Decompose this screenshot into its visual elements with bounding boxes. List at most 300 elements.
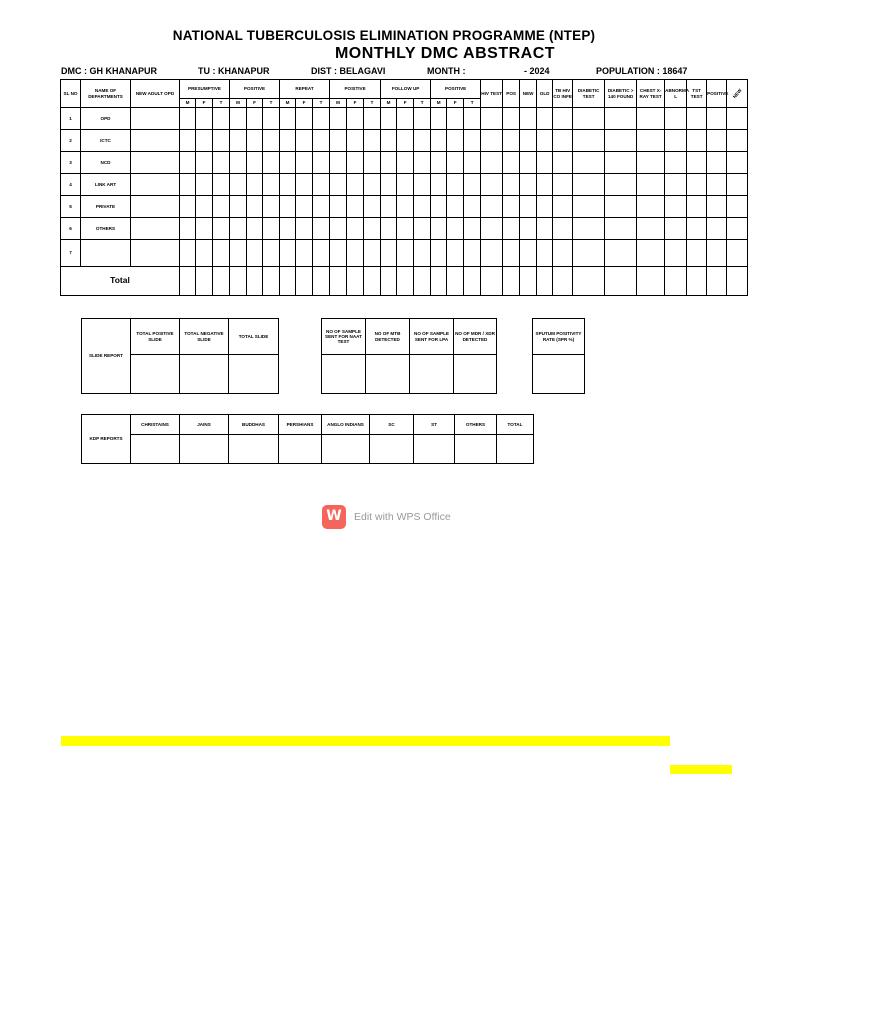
data-cell [665, 152, 687, 174]
data-cell [263, 152, 280, 174]
data-cell [230, 218, 247, 240]
data-cell [687, 152, 707, 174]
data-cell [414, 130, 431, 152]
data-cell [131, 196, 180, 218]
table-row [61, 130, 748, 152]
data-cell [665, 196, 687, 218]
data-cell [537, 218, 553, 240]
data-cell [364, 218, 381, 240]
data-cell [537, 130, 553, 152]
data-cell [503, 174, 520, 196]
follow-up-header: FOLLOW UP [381, 80, 431, 99]
data-cell [381, 174, 397, 196]
data-cell [414, 174, 431, 196]
data-cell [313, 196, 330, 218]
data-cell [313, 240, 330, 267]
data-cell [481, 174, 503, 196]
data-cell [573, 108, 605, 130]
data-cell [280, 196, 296, 218]
data-cell [481, 108, 503, 130]
data-cell [131, 174, 180, 196]
data-cell [414, 240, 431, 267]
sub-f: F [447, 99, 464, 108]
kdp-column-header: SC [370, 415, 414, 435]
data-cell [213, 196, 230, 218]
wps-logo-icon: W [322, 505, 346, 529]
data-cell [364, 152, 381, 174]
data-cell [727, 108, 748, 130]
data-cell [381, 196, 397, 218]
wps-watermark[interactable] [322, 505, 451, 529]
data-cell [414, 196, 431, 218]
data-cell [553, 196, 573, 218]
sub-t: T [464, 99, 481, 108]
data-cell [520, 240, 537, 267]
kdp-column-header: TOTAL [497, 415, 534, 435]
total-label: Total [110, 274, 130, 285]
data-cell [330, 218, 347, 240]
sl-no-header: SL NO [61, 80, 81, 108]
monthly-abstract-table [60, 79, 748, 296]
wps-watermark-text: Edit with WPS Office [354, 511, 451, 523]
data-cell [263, 108, 280, 130]
table-row [61, 174, 748, 196]
data-cell [230, 152, 247, 174]
data-cell [707, 196, 727, 218]
data-cell [414, 218, 431, 240]
data-cell [230, 196, 247, 218]
data-cell [381, 130, 397, 152]
data-cell [263, 174, 280, 196]
data-cell [537, 152, 553, 174]
data-cell [230, 240, 247, 267]
data-cell [447, 130, 464, 152]
data-cell [520, 108, 537, 130]
data-cell [247, 240, 263, 267]
data-cell [727, 174, 748, 196]
table-row [61, 152, 748, 174]
data-cell [381, 108, 397, 130]
data-cell [213, 152, 230, 174]
data-cell [313, 130, 330, 152]
data-cell [707, 108, 727, 130]
data-cell [296, 196, 313, 218]
sub-t: T [364, 99, 381, 108]
kdp-report-table [81, 414, 534, 464]
row-sl-no: 7 [61, 240, 81, 267]
row-sl-no: 3 [61, 152, 81, 174]
pos-header: POS [503, 80, 520, 108]
data-cell [605, 218, 637, 240]
data-cell [520, 130, 537, 152]
data-cell [330, 130, 347, 152]
data-cell [537, 174, 553, 196]
data-cell [447, 218, 464, 240]
sputum-table [532, 318, 585, 394]
data-cell [503, 152, 520, 174]
data-cell [296, 174, 313, 196]
data-cell [397, 196, 414, 218]
sub-m: M [381, 99, 397, 108]
sub-m: M [431, 99, 447, 108]
data-cell [447, 152, 464, 174]
row-sl-no: 2 [61, 130, 81, 152]
data-cell [447, 240, 464, 267]
data-cell [637, 218, 665, 240]
data-cell [605, 174, 637, 196]
data-cell [263, 130, 280, 152]
tb-hiv-header: TB HIV CO INFE [553, 80, 573, 108]
data-cell [330, 174, 347, 196]
data-cell [196, 240, 213, 267]
row-department: PRIVATE [81, 196, 131, 218]
data-cell [665, 240, 687, 267]
data-cell [464, 152, 481, 174]
data-cell [481, 196, 503, 218]
data-cell [503, 240, 520, 267]
departments-header: NAME OF DEPARTMENTS [81, 80, 131, 108]
sputum-label: SPUTUM POSITIVITY RATE (SPR %) [533, 319, 585, 355]
table-row [61, 196, 748, 218]
sub-f: F [196, 99, 213, 108]
data-cell [296, 152, 313, 174]
row-department: NCD [81, 152, 131, 174]
data-cell [537, 240, 553, 267]
data-cell [364, 240, 381, 267]
data-cell [364, 108, 381, 130]
kdp-column-header: BUDDHAS [229, 415, 279, 435]
positive-header: POSITIVE [230, 80, 280, 99]
data-cell [537, 108, 553, 130]
data-cell [573, 152, 605, 174]
data-cell [313, 218, 330, 240]
new-header: NEW [520, 80, 537, 108]
data-cell [414, 108, 431, 130]
data-cell [665, 174, 687, 196]
data-cell [280, 152, 296, 174]
data-cell [196, 196, 213, 218]
data-cell [687, 240, 707, 267]
slide-report-table [81, 318, 279, 394]
data-cell [727, 218, 748, 240]
data-cell [637, 130, 665, 152]
sub-f: F [397, 99, 414, 108]
data-cell [464, 240, 481, 267]
data-cell [727, 196, 748, 218]
row-department: LINK ART [81, 174, 131, 196]
data-cell [707, 218, 727, 240]
data-cell [313, 108, 330, 130]
diabetic-test-header: DIABETIC TEST [573, 80, 605, 108]
data-cell [180, 240, 196, 267]
data-cell [247, 130, 263, 152]
data-cell [247, 196, 263, 218]
dist-field: DIST : BELAGAVI [311, 66, 386, 76]
data-cell [330, 152, 347, 174]
data-cell [180, 130, 196, 152]
data-cell [313, 152, 330, 174]
data-cell [213, 108, 230, 130]
data-cell [196, 108, 213, 130]
population-field: POPULATION : 18647 [596, 66, 688, 76]
sub-f: F [347, 99, 364, 108]
data-cell [707, 152, 727, 174]
data-cell [431, 152, 447, 174]
data-cell [230, 130, 247, 152]
data-cell [296, 130, 313, 152]
data-cell [481, 240, 503, 267]
naat-table [321, 318, 497, 394]
data-cell [196, 174, 213, 196]
data-cell [605, 130, 637, 152]
data-cell [605, 240, 637, 267]
total-positive-slide: TOTAL POSITIVE SLIDE [131, 319, 180, 355]
month-field: MONTH : [427, 66, 466, 76]
data-cell [707, 174, 727, 196]
data-cell [213, 218, 230, 240]
total-slide: TOTAL SLIDE [229, 319, 279, 355]
sub-t: T [213, 99, 230, 108]
table-row [61, 108, 748, 130]
data-cell [131, 240, 180, 267]
data-cell [347, 240, 364, 267]
sub-m: M [330, 99, 347, 108]
data-cell [464, 108, 481, 130]
data-cell [364, 130, 381, 152]
data-cell [431, 240, 447, 267]
tu-field: TU : KHANAPUR [198, 66, 270, 76]
data-cell [665, 218, 687, 240]
data-cell [397, 130, 414, 152]
data-cell [707, 240, 727, 267]
sub-m: M [230, 99, 247, 108]
total-negative-slide: TOTAL NEGATIVE SLIDE [180, 319, 229, 355]
data-cell [637, 152, 665, 174]
data-cell [707, 130, 727, 152]
data-cell [553, 240, 573, 267]
table-row [61, 240, 748, 267]
chest-xray-header: CHEST X-RAY TEST [637, 80, 665, 108]
data-cell [481, 152, 503, 174]
data-cell [431, 108, 447, 130]
slide-report-label: SLIDE REPORT [82, 319, 131, 394]
data-cell [230, 174, 247, 196]
data-cell [687, 218, 707, 240]
data-cell [131, 130, 180, 152]
data-cell [605, 108, 637, 130]
data-cell [464, 174, 481, 196]
kdp-column-header: OTHERS [455, 415, 497, 435]
data-cell [447, 108, 464, 130]
data-cell [381, 152, 397, 174]
data-cell [247, 108, 263, 130]
data-cell [247, 174, 263, 196]
data-cell [520, 218, 537, 240]
data-cell [347, 152, 364, 174]
data-cell [573, 240, 605, 267]
data-cell [727, 152, 748, 174]
data-cell [637, 174, 665, 196]
diabetic-found-header: DIABETIC > 140 FOUND [605, 80, 637, 108]
data-cell [573, 218, 605, 240]
data-cell [180, 174, 196, 196]
data-cell [296, 218, 313, 240]
kdp-column-header: ST [414, 415, 455, 435]
kdp-label: KDP REPORTS [82, 415, 131, 464]
data-cell [247, 152, 263, 174]
data-cell [180, 196, 196, 218]
year-field: - 2024 [524, 66, 550, 76]
data-cell [230, 108, 247, 130]
data-cell [573, 174, 605, 196]
data-cell [520, 196, 537, 218]
data-cell [397, 218, 414, 240]
new-adult-opd-header: NEW ADULT OPD [131, 80, 180, 108]
highlight-bar-small [670, 765, 732, 774]
data-cell [520, 174, 537, 196]
row-sl-no: 1 [61, 108, 81, 130]
row-department [81, 240, 131, 267]
data-cell [431, 218, 447, 240]
data-cell [637, 240, 665, 267]
sub-m: M [180, 99, 196, 108]
data-cell [464, 130, 481, 152]
data-cell [347, 196, 364, 218]
data-cell [727, 130, 748, 152]
data-cell [727, 240, 748, 267]
dmc-field: DMC : GH KHANAPUR [61, 66, 157, 76]
lpa-sample: NO OF SAMPLE SENT FOR LPA [410, 319, 454, 355]
abnormal-header: ABNORMA L [665, 80, 687, 108]
repeat-header: REPEAT [280, 80, 330, 99]
data-cell [280, 130, 296, 152]
data-cell [481, 130, 503, 152]
sub-t: T [313, 99, 330, 108]
row-department: OPD [81, 108, 131, 130]
data-cell [196, 218, 213, 240]
program-title: NATIONAL TUBERCULOSIS ELIMINATION PROGRAMME (NTEP) [172, 28, 596, 43]
sub-f: F [247, 99, 263, 108]
data-cell [503, 196, 520, 218]
data-cell [665, 130, 687, 152]
hiv-test-header: HIV TEST [481, 80, 503, 108]
data-cell [537, 196, 553, 218]
data-cell [553, 218, 573, 240]
mdr-detected: NO OF MDR / XDR DETECTED [454, 319, 497, 355]
repeat-positive-header: POSITIVE [330, 80, 381, 99]
follow-up-positive-header: POSITIVE [431, 80, 481, 99]
rotated-header: NEW [727, 80, 748, 108]
data-cell [131, 108, 180, 130]
row-sl-no: 5 [61, 196, 81, 218]
data-cell [213, 130, 230, 152]
data-cell [213, 240, 230, 267]
data-cell [464, 218, 481, 240]
presumptive-header: PRESUMPTIVE [180, 80, 230, 99]
data-cell [131, 218, 180, 240]
data-cell [481, 218, 503, 240]
data-cell [313, 174, 330, 196]
sub-t: T [263, 99, 280, 108]
data-cell [503, 108, 520, 130]
data-cell [637, 108, 665, 130]
sub-t: T [414, 99, 431, 108]
data-cell [553, 152, 573, 174]
data-cell [397, 108, 414, 130]
data-cell [381, 240, 397, 267]
data-cell [553, 174, 573, 196]
data-cell [347, 130, 364, 152]
data-cell [687, 196, 707, 218]
data-cell [364, 174, 381, 196]
mtb-detected: NO OF MTB DETECTED [366, 319, 410, 355]
data-cell [247, 218, 263, 240]
data-cell [263, 218, 280, 240]
old-header: OLD [537, 80, 553, 108]
data-cell [330, 196, 347, 218]
data-cell [447, 174, 464, 196]
data-cell [131, 152, 180, 174]
data-cell [330, 108, 347, 130]
data-cell [280, 218, 296, 240]
sub-f: F [296, 99, 313, 108]
data-cell [503, 130, 520, 152]
total-row [61, 267, 748, 296]
data-cell [553, 130, 573, 152]
data-cell [464, 196, 481, 218]
data-cell [553, 108, 573, 130]
data-cell [397, 174, 414, 196]
data-cell [263, 196, 280, 218]
data-cell [665, 108, 687, 130]
data-cell [431, 174, 447, 196]
data-cell [296, 108, 313, 130]
data-cell [213, 174, 230, 196]
data-cell [687, 174, 707, 196]
data-cell [180, 218, 196, 240]
data-cell [431, 130, 447, 152]
data-cell [180, 152, 196, 174]
kdp-column-header: PERSHIANS [279, 415, 322, 435]
data-cell [280, 240, 296, 267]
data-cell [605, 152, 637, 174]
sub-m: M [280, 99, 296, 108]
data-cell [397, 152, 414, 174]
data-cell [263, 240, 280, 267]
naat-sample: NO OF SAMPLE SENT FOR NAAT TEST [322, 319, 366, 355]
data-cell [637, 196, 665, 218]
data-cell [431, 196, 447, 218]
data-cell [381, 218, 397, 240]
data-cell [573, 130, 605, 152]
kdp-column-header: CHRISTAINS [131, 415, 180, 435]
data-cell [573, 196, 605, 218]
highlight-bar [61, 736, 670, 746]
data-cell [280, 174, 296, 196]
data-cell [330, 240, 347, 267]
form-title: MONTHLY DMC ABSTRACT [334, 45, 556, 62]
data-cell [687, 108, 707, 130]
data-cell [414, 152, 431, 174]
data-cell [347, 174, 364, 196]
data-cell [196, 130, 213, 152]
data-cell [180, 108, 196, 130]
data-cell [364, 196, 381, 218]
data-cell [503, 218, 520, 240]
row-sl-no: 6 [61, 218, 81, 240]
data-cell [296, 240, 313, 267]
table-row [61, 218, 748, 240]
